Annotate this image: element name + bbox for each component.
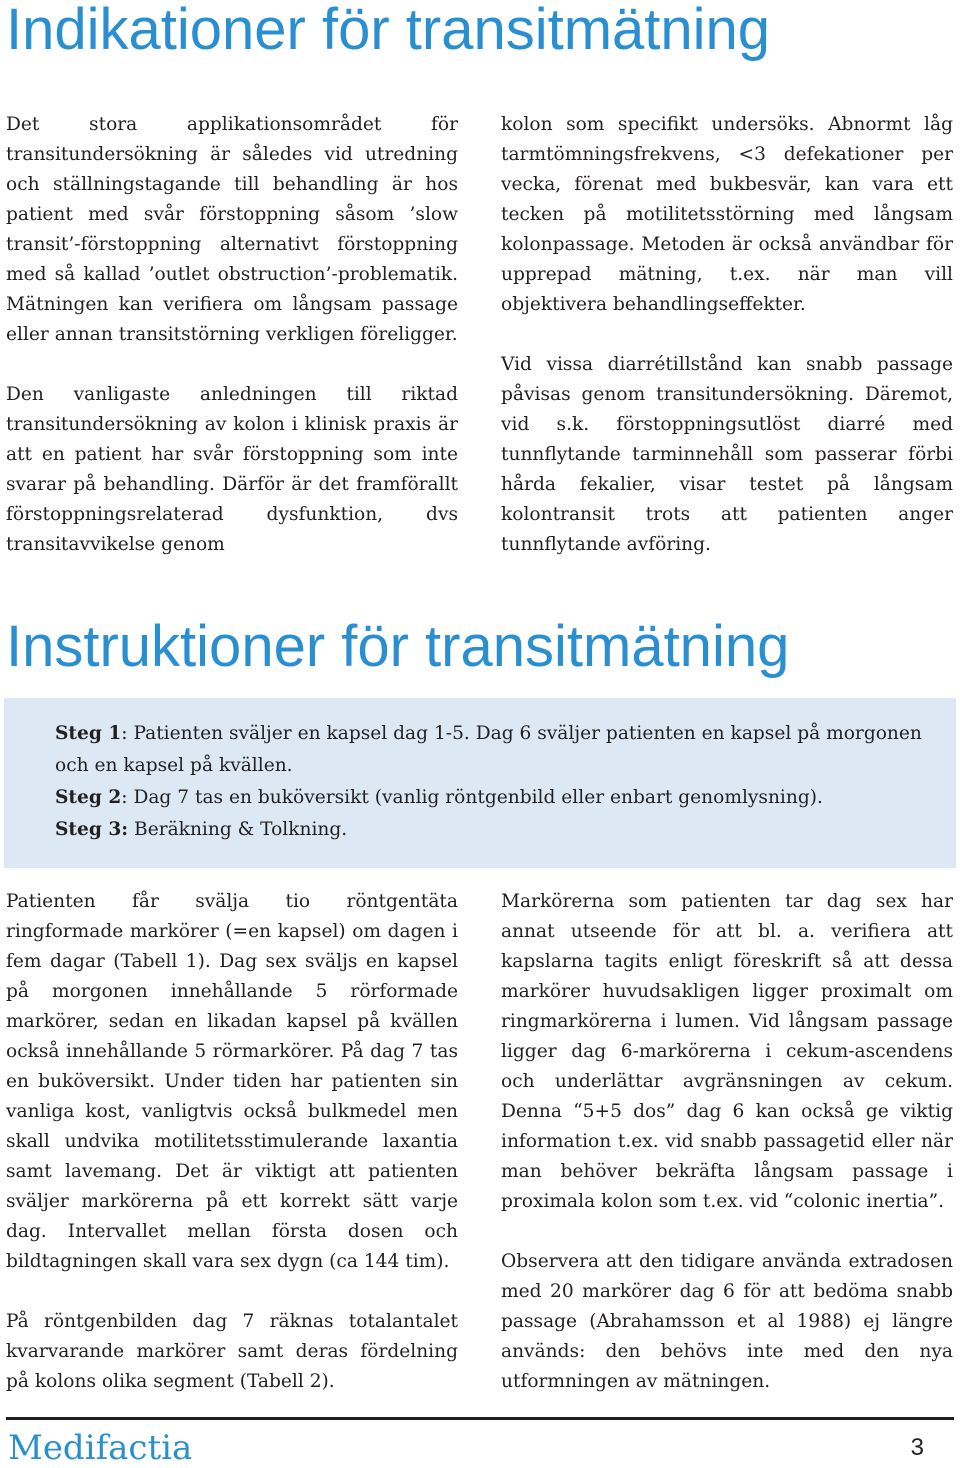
step-text: Dag 7 tas en buköversikt (vanlig röntgenbild eller enbart genomlysning).: [127, 787, 823, 808]
paragraph: På röntgenbilden dag 7 räknas totalantalet kvarvarande markörer samt deras fördelning på kolons olika segment (Tabell 2).: [6, 1311, 458, 1392]
steps-box: [4, 698, 956, 868]
step-label: Steg 3:: [55, 819, 129, 840]
step-text: Patienten sväljer en kapsel dag 1-5. Dag 6 sväljer patienten en kapsel på morgonen och en kapsel på kvällen.: [55, 723, 922, 776]
paragraph: Patienten får svälja tio röntgentäta ringformade markörer (=en kapsel) om dagen i fem dagar (Tabell 1). Dag sex sväljs en kapsel på morgonen innehållande 5 rörformade markörer, sedan en likadan kapsel på kvällen också innehållande 5 rörmarkörer. På dag 7 tas en buköversikt. Under tiden har patienten sin vanliga kost, vanligtvis också bulkmedel men skall undvika motilitetsstimulerande laxantia samt lavemang. Det är viktigt att patienten sväljer markörerna på ett korrekt sätt varje dag. Intervallet mellan första dosen och bildtagningen skall vara sex dygn (ca 144 tim).: [6, 891, 458, 1272]
paragraph: Markörerna som patienten tar dag sex har annat utseende för att bl. a. verifiera att kapslarna tagits enligt föreskrift så att dessa markörer huvudsakligen ligger proximalt om ringmarkörerna i lumen. Vid långsam passage ligger dag 6-markörerna i cekum-ascendens och underlättar avgränsningen av cekum. Denna “5+5 dos” dag 6 kan också ge viktig information t.ex. vid snabb passagetid eller när man behöver bekräfta långsam passage i proximala kolon som t.ex. vid “colonic inertia”.: [501, 891, 953, 1212]
paragraph: Det stora applikationsområdet för transitundersökning är således vid utredning och ställningstagande till behandling är hos patient med svår förstoppning såsom ’slow transit’-förstoppning alternativt förstoppning med så kallad ’outlet obstruction’-problematik. Mätningen kan verifiera om långsam passage eller annan transitstörning verkligen föreligger.: [6, 114, 458, 345]
page-number: 3: [910, 1434, 924, 1461]
paragraph: Den vanligaste anledningen till riktad transitundersökning av kolon i klinisk praxis är att en patient har svår förstoppning som inte svarar på behandling. Därför är det framförallt förstoppningsrelaterad dysfunktion, dvs transitavvikelse genom: [6, 384, 458, 555]
step-label: Steg 2: [55, 787, 122, 808]
paragraph: Vid vissa diarrétillstånd kan snabb passage påvisas genom transitundersökning. Däremot, vid s.k. förstoppningsutlöst diarré med tunnflytande tarminnehåll som passerar förbi hårda fekalier, visar testet på långsam kolontransit trots att patienten anger tunnflytande avföring.: [501, 354, 953, 555]
indications-column-right: [501, 110, 953, 560]
instructions-column-right: [501, 887, 953, 1397]
step-text: Beräkning & Tolkning.: [128, 819, 348, 840]
paragraph: kolon som specifikt undersöks. Abnormt låg tarmtömningsfrekvens, <3 defekationer per vecka, förenat med bukbesvär, kan vara ett tecken på motilitetsstörning med långsam kolonpassage. Metoden är också användbar för upprepad mätning, t.ex. när man vill objektivera behandlingseffekter.: [501, 114, 953, 315]
section-title-instructions: Instruktioner för transitmätning: [6, 614, 790, 679]
brand-logo: Medifactia: [8, 1428, 193, 1468]
step-1: [55, 718, 935, 782]
step-separator: :: [121, 723, 128, 744]
step-2: [55, 782, 935, 814]
step-label: Steg 1: [55, 723, 122, 744]
paragraph: Observera att den tidigare använda extradosen med 20 markörer dag 6 för att bedöma snabb passage (Abrahamsson et al 1988) ej längre används: den behövs inte med den nya utformningen av mätningen.: [501, 1251, 953, 1392]
instructions-column-left: [6, 887, 458, 1397]
footer-divider: [6, 1417, 954, 1420]
step-separator: :: [121, 787, 128, 808]
step-3: [55, 814, 935, 846]
indications-column-left: [6, 110, 458, 560]
section-title-indications: Indikationer för transitmätning: [6, 0, 771, 62]
